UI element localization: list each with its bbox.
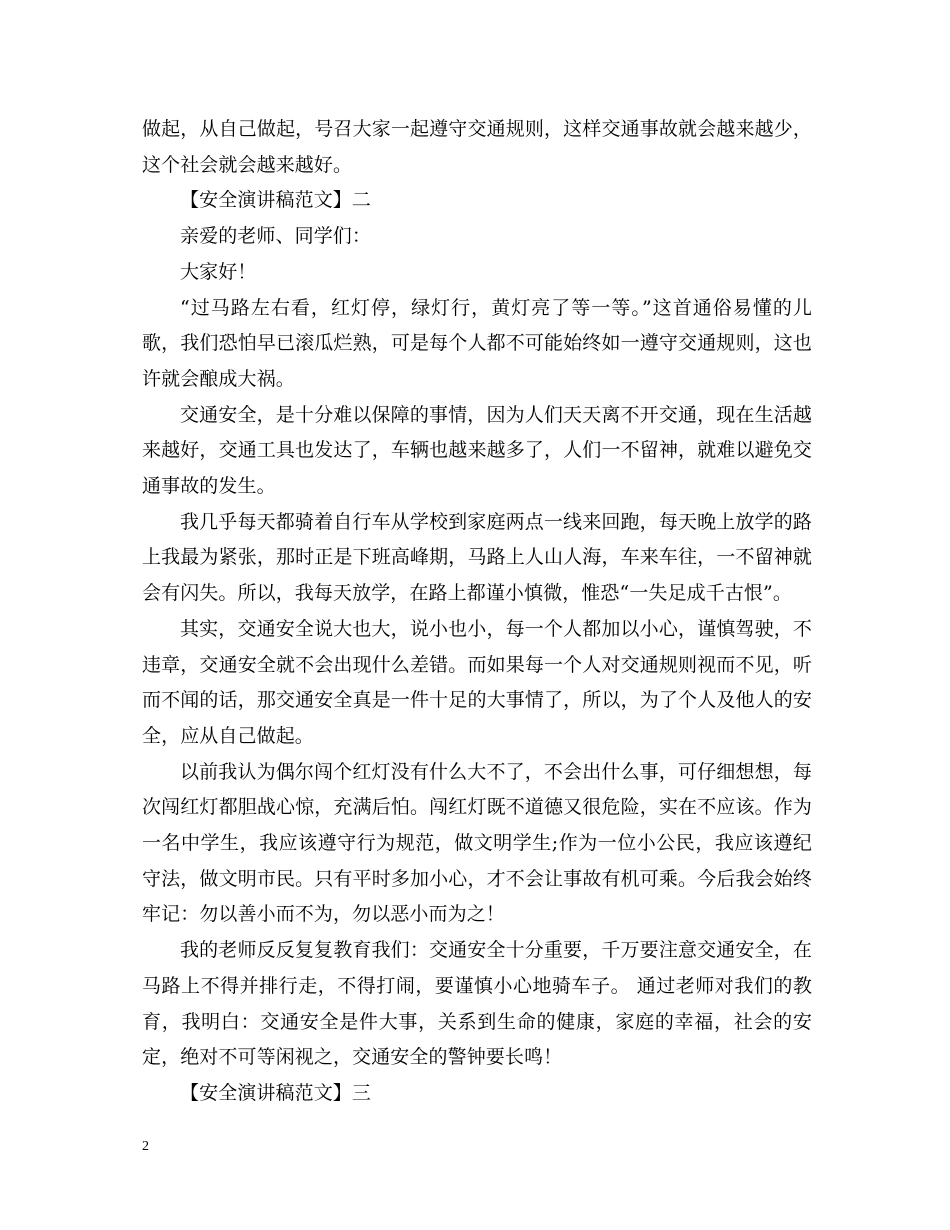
paragraph-red-light: 以前我认为偶尔闯个红灯没有什么大不了，不会出什么事，可仔细想想，每次闯红灯都胆战心惊，充满后怕。闯红灯既不道德又很危险，实在不应该。作为一名中学生，我应该遵守行为规范，做文明学生;作为一位小公民，我应该遵纪守法，做文明市民。只有平时多加小心，才不会让事故有机可乘。今后我会始终牢记：勿以善小而不为，勿以恶小而为之！ <box>142 760 812 926</box>
paragraph-daily-ride: 我几乎每天都骑着自行车从学校到家庭两点一线来回跑，每天晚上放学的路上我最为紧张，那时正是下班高峰期，马路上人山人海，车来车往，一不留神就会有闪失。所以，我每天放学，在路上都谨小慎微，惟恐“一失足成千古恨”。 <box>142 510 812 605</box>
paragraph-traffic-safety: 交通安全，是十分难以保障的事情，因为人们天天离不开交通，现在生活越来越好，交通工具也发达了，车辆也越来越多了，人们一不留神，就难以避免交通事故的发生。 <box>142 403 812 498</box>
paragraph-teacher: 我的老师反反复复教育我们：交通安全十分重要，千万要注意交通安全，在马路上不得并排行走，不得打闹，要谨慎小心地骑车子。 通过老师对我们的教育，我明白：交通安全是件大事，关系到生命的健康，家庭的幸福，社会的安定，绝对不可等闲视之，交通安全的警钟要长鸣！ <box>142 939 812 1069</box>
paragraph-in-fact: 其实，交通安全说大也大，说小也小，每一个人都加以小心，谨慎驾驶，不违章，交通安全就不会出现什么差错。而如果每一个人对交通规则视而不见，听而不闻的话，那交通安全真是一件十足的大事情了，所以，为了个人及他人的安全，应从自己做起。 <box>142 617 812 747</box>
paragraph-song: “过马路左右看，红灯停，绿灯行，黄灯亮了等一等。”这首通俗易懂的儿歌，我们恐怕早已滚瓜烂熟，可是每个人都不可能始终如一遵守交通规则，这也许就会酿成大祸。 <box>142 296 812 390</box>
page-number: 2 <box>142 1139 149 1154</box>
section-heading-3: 【安全演讲稿范文】三 <box>180 1081 372 1104</box>
greeting: 大家好！ <box>180 260 257 283</box>
section-heading-2: 【安全演讲稿范文】二 <box>180 189 372 212</box>
document-body <box>142 112 812 1112</box>
paragraph-continuation: 做起，从自己做起，号召大家一起遵守交通规则，这样交通事故就会越来越少，这个社会就会越来越好。 <box>142 118 812 176</box>
salutation: 亲爱的老师、同学们： <box>180 225 372 248</box>
